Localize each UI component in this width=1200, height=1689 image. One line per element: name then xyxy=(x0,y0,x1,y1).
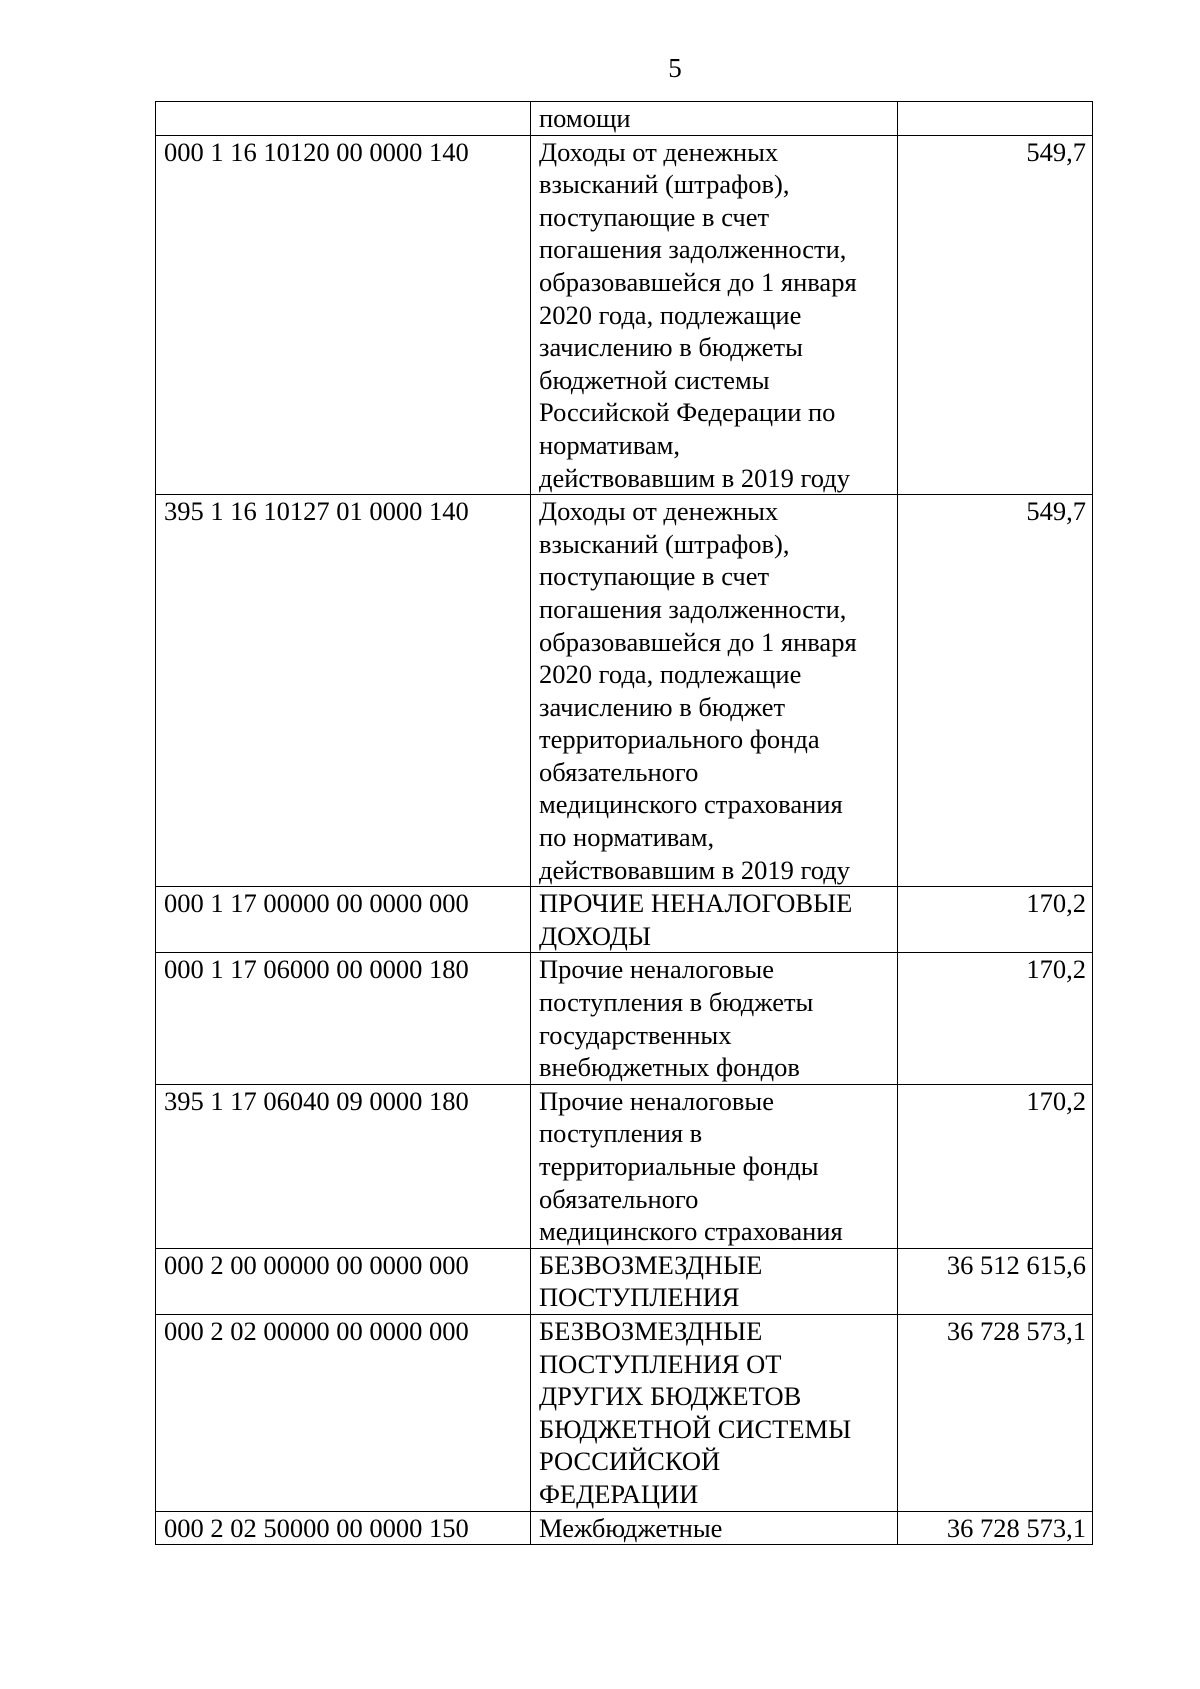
amount-cell: 549,7 xyxy=(898,135,1093,495)
amount-cell: 36 728 573,1 xyxy=(898,1314,1093,1511)
revenue-name-cell xyxy=(531,1314,898,1511)
revenue-name-line: обязательного xyxy=(539,756,699,787)
revenue-code-cell: 395 1 16 10127 01 0000 140 xyxy=(156,495,531,887)
revenue-code-cell: 000 2 02 50000 00 0000 150 xyxy=(156,1511,531,1545)
revenue-name-line: Российской Федерации по xyxy=(539,397,836,428)
revenue-name-line: бюджетной системы xyxy=(539,364,770,395)
revenue-name-line: внебюджетных фондов xyxy=(539,1052,800,1083)
revenue-name-line: медицинского страхования xyxy=(539,789,843,820)
amount-cell: 170,2 xyxy=(898,887,1093,953)
revenue-name-line: взысканий (штрафов), xyxy=(539,528,790,559)
table-row xyxy=(156,953,1093,1084)
revenue-name-line: БЕЗВОЗМЕЗДНЫЕ xyxy=(539,1249,763,1280)
amount-cell: 549,7 xyxy=(898,495,1093,887)
table-row xyxy=(156,1248,1093,1314)
revenue-name-line: территориального фонда xyxy=(539,724,820,755)
revenue-name-line: Межбюджетные xyxy=(539,1512,723,1543)
revenue-name-cell xyxy=(531,1248,898,1314)
revenue-name-cell xyxy=(531,1511,898,1545)
revenue-name-line: зачислению в бюджет xyxy=(539,691,786,722)
amount-cell: 170,2 xyxy=(898,1084,1093,1248)
revenue-name-line: государственных xyxy=(539,1019,732,1050)
revenue-name-line: помощи xyxy=(539,103,631,133)
revenue-name-line: образовавшейся до 1 января xyxy=(539,626,857,657)
amount-cell: 170,2 xyxy=(898,953,1093,1084)
revenue-name-line: по нормативам, xyxy=(539,822,715,853)
revenue-name-line: поступающие в счет xyxy=(539,561,770,592)
amount-cell: 36 728 573,1 xyxy=(898,1511,1093,1545)
page-number: 5 xyxy=(668,53,682,83)
revenue-code-cell: 395 1 17 06040 09 0000 180 xyxy=(156,1084,531,1248)
revenue-name-line: территориальные фонды xyxy=(539,1151,819,1181)
table-row xyxy=(156,1084,1093,1248)
revenue-name-line: зачислению в бюджеты xyxy=(539,332,803,363)
revenue-name-cell xyxy=(531,495,898,887)
revenue-name-line: 2020 года, подлежащие xyxy=(539,659,802,690)
revenue-code-cell: 000 2 02 00000 00 0000 000 xyxy=(156,1314,531,1511)
revenue-name-line: РОССИЙСКОЙ xyxy=(539,1446,721,1477)
revenue-name-line: действовавшим в 2019 году xyxy=(539,854,850,885)
revenue-name-line: образовавшейся до 1 января xyxy=(539,266,857,297)
revenue-name-line: БЕЗВОЗМЕЗДНЫЕ xyxy=(539,1315,763,1346)
revenue-name-line: обязательного xyxy=(539,1183,699,1214)
revenue-name-line: нормативам, xyxy=(539,429,681,460)
revenue-name-line: БЮДЖЕТНОЙ СИСТЕМЫ xyxy=(539,1413,852,1444)
revenue-name-line: ПРОЧИЕ НЕНАЛОГОВЫЕ xyxy=(539,888,853,919)
amount-cell: 36 512 615,6 xyxy=(898,1248,1093,1314)
revenue-code-cell: 000 1 17 00000 00 0000 000 xyxy=(156,887,531,953)
table-row xyxy=(156,887,1093,953)
revenue-name-line: Доходы от денежных xyxy=(539,496,779,527)
revenue-name-line: погашения задолженности, xyxy=(539,593,847,624)
revenue-name-line: ФЕДЕРАЦИИ xyxy=(539,1478,699,1509)
revenue-name-cell xyxy=(531,1084,898,1248)
revenue-name-cell xyxy=(531,953,898,1084)
revenue-name-line: ПОСТУПЛЕНИЯ xyxy=(539,1282,740,1313)
revenue-code-cell xyxy=(156,102,531,136)
revenue-name-line: ДРУГИХ БЮДЖЕТОВ xyxy=(539,1381,802,1412)
revenue-name-line: действовавшим в 2019 году xyxy=(539,462,850,493)
table-row xyxy=(156,495,1093,887)
revenue-name-line: поступления в бюджеты xyxy=(539,987,814,1018)
revenue-name-line: поступающие в счет xyxy=(539,201,770,232)
revenue-name-line: медицинского страхования xyxy=(539,1216,843,1247)
amount-cell xyxy=(898,102,1093,136)
revenue-name-line: взысканий (штрафов), xyxy=(539,169,790,200)
table-body xyxy=(156,102,1093,1545)
revenue-code-cell: 000 1 17 06000 00 0000 180 xyxy=(156,953,531,1084)
revenue-name-line: Прочие неналоговые xyxy=(539,1085,774,1116)
revenue-name-line: ДОХОДЫ xyxy=(539,920,651,951)
table-row xyxy=(156,135,1093,495)
revenue-code-cell: 000 1 16 10120 00 0000 140 xyxy=(156,135,531,495)
revenue-name-cell xyxy=(531,102,898,136)
revenue-name-line: ПОСТУПЛЕНИЯ ОТ xyxy=(539,1348,782,1379)
table-row xyxy=(156,102,1093,136)
table-row xyxy=(156,1314,1093,1511)
table-row xyxy=(156,1511,1093,1545)
revenue-name-cell xyxy=(531,135,898,495)
revenue-name-line: Доходы от денежных xyxy=(539,136,779,167)
revenue-name-line: 2020 года, подлежащие xyxy=(539,299,802,330)
revenue-name-line: погашения задолженности, xyxy=(539,234,847,265)
revenue-name-line: поступления в xyxy=(539,1118,703,1149)
revenue-name-cell xyxy=(531,887,898,953)
revenue-code-cell: 000 2 00 00000 00 0000 000 xyxy=(156,1248,531,1314)
revenue-name-line: Прочие неналоговые xyxy=(539,954,774,985)
revenue-table xyxy=(155,101,1093,1545)
